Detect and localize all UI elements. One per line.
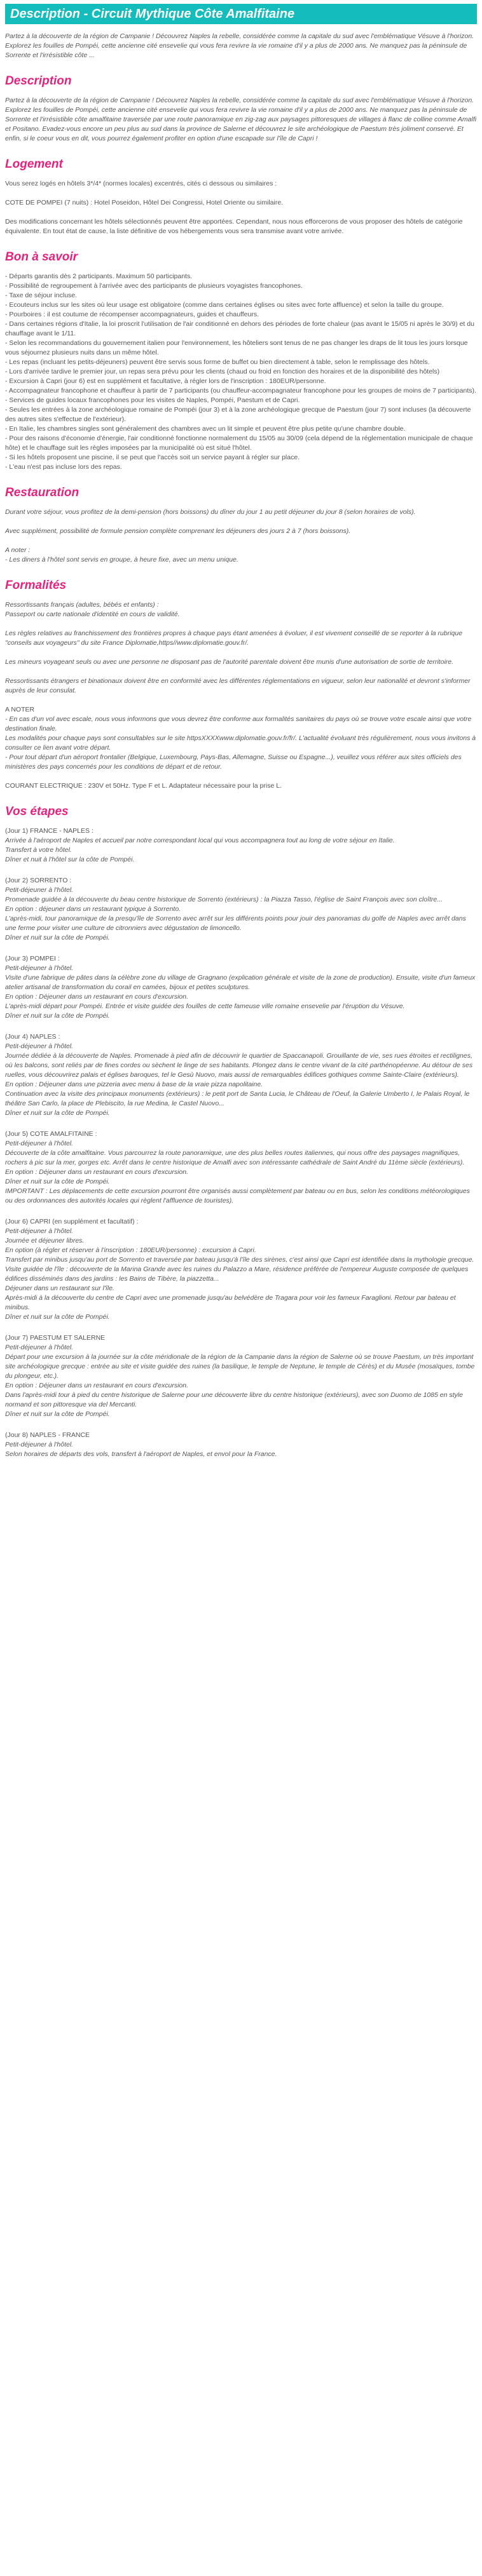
formalites-section: [5, 579, 477, 791]
bon-savoir-item: - Pour des raisons d'économie d'énergie, l'air conditionné fonctionne normalement du 15/05 au 30/09 (cela dépend de la réglementation municipale de chaque hôte) et le chauffage suit les règles imposées par la municipalité où est situé l'hôtel.: [5, 435, 473, 452]
etape-line: Dîner et nuit sur la côte de Pompéi.: [5, 1178, 110, 1185]
bon-savoir-item: - Ecouteurs inclus sur les sites où leur usage est obligatoire (comme dans certaines églises ou sites avec forte affluence) et selon la taille du groupe.: [5, 301, 444, 309]
etape-line: Dîner et nuit sur la côte de Pompéi.: [5, 1313, 110, 1321]
etape-line: Petit-déjeuner à l'hôtel.: [5, 1042, 74, 1050]
etape-item: [5, 954, 477, 1021]
etape-line: En option : Déjeuner dans un restaurant en cours d'excursion.: [5, 1168, 189, 1176]
formalites-heading: Formalités: [5, 579, 67, 592]
etape-line: En option : déjeuner dans un restaurant typique à Sorrento.: [5, 905, 181, 913]
etape-line: Journée dédiée à la découverte de Naples. Promenade à pied afin de découvrir le quartier de Spaccanapoli. Grouillante de vie, ses rues étroites et rectilignes, où les balcons, sont reliés par de fines cordes ou sèchent le linge de ses habitants. Plongez dans le centre vivant de la cité parthénopéenne. Au détour de ses ruelles, vous découvrirez palais et églises baroques, tel le Gesù Nuovo, mais aussi de remarquables édifices gothiques comme Sainte-Claire (extérieurs).: [5, 1052, 473, 1079]
description-section: [5, 74, 477, 144]
etape-line: Visite d'une fabrique de pâtes dans la célèbre zone du village de Gragnano (explication générale et visite de la zone de production). Ensuite, visite d'un fameux atelier artisanal de transformation du corail en camées, bijoux et petites sculptures.: [5, 974, 476, 991]
etape-line: Dîner et nuit sur la côte de Pompéi.: [5, 1410, 110, 1418]
etape-item: [5, 876, 477, 943]
etape-title: (Jour 8) NAPLES - FRANCE: [5, 1431, 90, 1439]
etape-item: [5, 1130, 477, 1206]
bon-savoir-list: [5, 272, 477, 472]
formalites-courant: COURANT ELECTRIQUE : 230V et 50Hz. Type F et L. Adaptateur nécessaire pour la prise L.: [5, 782, 282, 790]
bon-savoir-item: - Seules les entrées à la zone archéologique romaine de Pompéi (jour 3) et à la zone archéologique grecque de Paestum (jour 7) sont incluses (la découverte des autres sites s'effectue de l'extérieur).: [5, 406, 471, 423]
bon-savoir-item: - En Italie, les chambres singles sont généralement des chambres avec un lit simple et peuvent être plus petite qu'une chambre double.: [5, 425, 406, 433]
formalites-mineurs: Les mineurs voyageant seuls ou avec une personne ne disposant pas de l'autorité parentale doivent être munis d'une autorisation de sortie de territoire.: [5, 658, 454, 666]
page-title: Description - Circuit Mythique Côte Amalfitaine: [5, 4, 477, 24]
formalites-aeroport: - Pour tout départ d'un aéroport frontalier (Belgique, Luxembourg, Pays-Bas, Allemagne, Suisse ou Espagne...), veuillez vous référer aux sites officiels des ministères des pays concernés pour les conditions de départ et de retour.: [5, 753, 462, 771]
intro-text: Partez à la découverte de la région de Campanie ! Découvrez Naples la rebelle, considérée comme la capitale du sud avec l'emblématique Vésuve à l'horizon. Explorez les fouilles de Pompéi, cette ancienne cité ensevelie qui vous fera revivre la vie romaine d'il y a plus de 2000 ans. Ne manquez pas la péninsule de Sorrente et l'irrésistible côte ...: [5, 32, 474, 59]
etape-line: Transfert par minibus jusqu'au port de Sorrento et traversée par bateau jusqu'à l'île des sirènes, c'est ainsi que Capri est identifiée dans la mythologie grecque. Visite guidée de l'île : découverte de la Marina Grande avec les ruines du Palazzo a Mare, résidence préférée de l'empereur Auguste composée de quelques édifices disséminés dans des jardins : les Bains de Tibère, la piazzetta...: [5, 1256, 474, 1283]
bon-savoir-item: - Départs garantis dès 2 participants. Maximum 50 participants.: [5, 273, 193, 280]
etape-line: En option : Déjeuner dans un restaurant en cours d'excursion.: [5, 993, 189, 1001]
etape-line: Arrivée à l'aéroport de Naples et accueil par notre correspondant local qui vous accompagnera tout au long de votre séjour en Italie.: [5, 837, 395, 844]
etape-line: Continuation avec la visite des principaux monuments (extérieurs) : le petit port de Santa Lucia, le Château de l'Oeuf, la Galerie Umberto I, le Palais Royal, le théâtre San Carlo, la place de Plebiscito, la rue Medina, le Castel Nuovo...: [5, 1090, 470, 1107]
etape-line: Départ pour une excursion à la journée sur la côte méridionale de la région de la Campanie dans la région de Salerne où se trouve Paestum, un très important site archéologique grecque : entrée au site et visite guidée des ruines (la basilique, le temple de Neptune, le temple de Cérès) et du Musée (mosaïques, tombe du plongeur, etc.).: [5, 1353, 475, 1380]
restauration-note-title: A noter :: [5, 546, 31, 554]
etape-line: Journée et déjeuner libres.: [5, 1237, 85, 1244]
bon-savoir-item: - Dans certaines régions d'Italie, la loi proscrit l'utilisation de l'air conditionné en dehors des périodes de forte chaleur (pas avant le 15/05 ni après le 30/9) et du chauffage avant le 1/11.: [5, 320, 474, 337]
bon-savoir-item: - Pourboires : il est coutume de récompenser accompagnateurs, guides et chauffeurs.: [5, 311, 259, 318]
restauration-text: Durant votre séjour, vous profitez de la demi-pension (hors boissons) du dîner du jour 1 au petit déjeuner du jour 8 (selon horaires de vols).: [5, 508, 416, 516]
etape-title: (Jour 3) POMPEI :: [5, 955, 60, 962]
etape-line: Petit-déjeuner à l'hôtel.: [5, 1441, 74, 1448]
etape-line: Petit-déjeuner à l'hôtel.: [5, 1227, 74, 1235]
etape-line: Promenade guidée à la découverte du beau centre historique de Sorrento (extérieurs) : la Piazza Tasso, l'église de Saint François avec son cloître...: [5, 896, 443, 903]
etape-item: [5, 1333, 477, 1419]
etape-title: (Jour 1) FRANCE - NAPLES :: [5, 827, 93, 835]
etape-title: (Jour 6) CAPRI (en supplément et facultatif) :: [5, 1218, 139, 1225]
bon-savoir-item: - Selon les recommandations du gouvernement italien pour l'environnement, les hôteliers sont tenus de ne pas changer les draps de lit tous les jours lorsque vous séjournez plusieurs nuits dans un même hôtel.: [5, 339, 468, 356]
etape-line: L'après-midi départ pour Pompéi. Entrée et visite guidée des fouilles de cette fameuse ville romaine ensevelie par l'éruption du Vésuve.: [5, 1002, 405, 1010]
description-text: Partez à la découverte de la région de Campanie ! Découvrez Naples la rebelle, considérée comme la capitale du sud avec l'emblématique Vésuve à l'horizon. Explorez les fouilles de Pompéi, cette ancienne cité ensevelie qui vous fera revivre la vie romaine d'il y a plus de 2000 ans. Ne manquez pas la péninsule de Sorrente et l'irrésistible côte amalfitaine traversée par une route panoramique en zig-zag aux paysages pittoresques de villages à flanc de colline comme Amalfi et Positano. Evadez-vous encore un peu plus au sud dans la province de Salerne et découvrez le site archéologique de Paestum très joliment conservé. Et enfin, si le coeur vous en dit, vous pourrez également profiter en option d'une escapade sur l'île de Capri !: [5, 97, 477, 142]
description-heading: Description: [5, 74, 72, 88]
etape-item: [5, 826, 477, 865]
logement-heading: Logement: [5, 158, 63, 171]
bon-savoir-item: - Services de guides locaux francophones pour les visites de Naples, Pompéi, Paestum et de Capri.: [5, 396, 300, 404]
bon-savoir-heading: Bon à savoir: [5, 250, 78, 264]
etape-line: Selon horaires de départs des vols, transfert à l'aéroport de Naples, et envol pour la France.: [5, 1450, 277, 1458]
etape-line: En option : Déjeuner dans un restaurant en cours d'excursion.: [5, 1382, 189, 1389]
formalites-etrangers: Ressortissants étrangers et binationaux doivent être en conformité avec les différentes réglementations en vigueur, selon leur nationalité et devront s'informer auprès de leur consulat.: [5, 677, 471, 694]
etapes-list: [5, 826, 477, 1459]
formalites-regles: Les règles relatives au franchissement des frontières propres à chaque pays étant amenées à évoluer, il est vivement conseillé de se reporter à la rubrique "conseils aux voyageurs" du site France Diplomatie,https//www.diplomatie.gouv.fr/.: [5, 630, 463, 647]
etape-title: (Jour 2) SORRENTO :: [5, 877, 72, 884]
etape-line: Dîner et nuit à l'hôtel sur la côte de Pompéi.: [5, 856, 135, 863]
bon-savoir-item: - Accompagnateur francophone et chauffeur à partir de 7 participants (ou chauffeur-accompagnateur francophone pour les groupes de moins de 7 participants).: [5, 387, 476, 394]
etape-line: Petit-déjeuner à l'hôtel.: [5, 964, 74, 972]
etape-item: [5, 1217, 477, 1322]
bon-savoir-item: - L'eau n'est pas incluse lors des repas.: [5, 463, 122, 471]
restauration-supplement: Avec supplément, possibilité de formule pension complète comprenant les déjeuners des jours 2 à 7 (hors boissons).: [5, 527, 351, 535]
etape-line: Après-midi à la découverte du centre de Capri avec une promenade jusqu'au belvédère de Tragara pour voir les fameux Faraglioni. Retour par bateau et minibus.: [5, 1294, 456, 1311]
etape-line: Transfert à votre hôtel.: [5, 846, 72, 854]
etape-line: Dîner et nuit sur la côte de Pompéi.: [5, 1109, 110, 1117]
restauration-heading: Restauration: [5, 486, 79, 499]
logement-intro: Vous serez logés en hôtels 3*/4* (normes locales) excentrés, cités ci dessous ou similaires :: [5, 180, 277, 187]
etape-title: (Jour 4) NAPLES :: [5, 1033, 60, 1041]
etape-line: Dîner et nuit sur la côte de Pompéi.: [5, 1012, 110, 1020]
etape-line: Petit-déjeuner à l'hôtel.: [5, 886, 74, 894]
etape-title: (Jour 7) PAESTUM ET SALERNE: [5, 1334, 106, 1342]
bon-savoir-item: - Si les hôtels proposent une piscine, il se peut que l'accès soit un service payant à régler sur place.: [5, 454, 300, 461]
bon-savoir-item: - Les repas (incluant les petits-déjeuners) peuvent être servis sous forme de buffet ou bien directement à table, selon le remplissage des hôtels.: [5, 358, 430, 366]
etape-line: Dans l'après-midi tour à pied du centre historique de Salerne pour une découverte libre du centre historique (extérieurs), avec son Duomo de 1085 en style normand et son pittoresque via del Mercanti.: [5, 1391, 463, 1408]
etape-item: [5, 1431, 477, 1459]
etape-item: [5, 1032, 477, 1118]
bon-savoir-item: - Possibilité de regroupement à l'arrivée avec des participants de plusieurs voyagistes francophones.: [5, 282, 303, 290]
etape-line: L'après-midi, tour panoramique de la presqu'île de Sorrento avec arrêt sur les différents points pour jouir des panoramas du golfe de Naples avec arrêt dans une ferme pour visiter une culture de citronniers avec dégustation de limoncello.: [5, 915, 466, 932]
etape-line: En option : Déjeuner dans une pizzeria avec menu à base de la vraie pizza napolitaine.: [5, 1081, 263, 1088]
etape-line: Dîner et nuit sur la côte de Pompéi.: [5, 934, 110, 941]
formalites-ressortissants: Ressortissants français (adultes, bébés et enfants) :: [5, 601, 159, 609]
logement-note: Des modifications concernant les hôtels sélectionnés peuvent être apportées. Cependant, nous nous efforcerons de vous proposer des hôtels de catégorie équivalente. En tout état de cause, la liste définitive de vos hébergements vous sera transmise avant votre arrivée.: [5, 218, 463, 235]
etape-line: En option (à régler et réserver à l'inscription : 180EUR/personne) : excursion à Capri.: [5, 1246, 256, 1254]
formalites-escale: - En cas d'un vol avec escale, nous vous informons que vous devrez être conforme aux formalités sanitaires du pays où se trouve votre escale ainsi que votre destination finale.: [5, 715, 472, 732]
etape-line: Déjeuner dans un restaurant sur l'île.: [5, 1285, 114, 1292]
etape-line: Découverte de la côte amalfitaine. Vous parcourrez la route panoramique, une des plus belles routes italiennes, qui nous offre des paysages magnifiques, rochers à pic sur la mer, gorges etc. Arrêt dans le centre historique de Amalfi avec son intéressante cathédrale de Saint André du 11ème siècle (extérieurs).: [5, 1149, 465, 1166]
etape-line: Petit-déjeuner à l'hôtel.: [5, 1140, 74, 1147]
formalites-a-noter: A NOTER: [5, 706, 35, 713]
bon-savoir-item: - Excursion à Capri (jour 6) est en supplément et facultative, à régler lors de l'inscription : 180EUR/personne.: [5, 377, 326, 385]
restauration-section: [5, 486, 477, 565]
formalites-modalites: Les modalités pour chaque pays sont consultables sur le site httpsXXXXwww.diplomatie.gouv.fr/fr/. L'actualité évoluant très régulièrement, nous vous invitons à consulter ce lien avant votre départ.: [5, 734, 476, 752]
etape-title: (Jour 5) COTE AMALFITAINE :: [5, 1130, 97, 1138]
formalites-documents: Passeport ou carte nationale d'identité en cours de validité.: [5, 610, 180, 618]
logement-hotels: COTE DE POMPEI (7 nuits) : Hotel Poseidon, Hôtel Dei Congressi, Hotel Oriente ou similaire.: [5, 199, 284, 206]
etapes-heading: Vos étapes: [5, 805, 69, 818]
logement-section: [5, 158, 477, 236]
etape-line: Petit-déjeuner à l'hôtel.: [5, 1344, 74, 1351]
bon-savoir-item: - Taxe de séjour incluse.: [5, 292, 78, 299]
etapes-section: [5, 805, 477, 1459]
etape-line: IMPORTANT : Les déplacements de cette excursion pourront être organisés aussi complètement par bateau ou en bus, selon les conditions météorologiques ou des ordonnances des autorités locales qui règlent l'affluence de touristes).: [5, 1187, 470, 1204]
bon-savoir-item: - Lors d'arrivée tardive le premier jour, un repas sera prévu pour les clients (chaud ou froid en fonction des horaires et de la disponibilité des hôtels): [5, 368, 440, 375]
restauration-note-text: - Les diners à l'hôtel sont servis en groupe, à heure fixe, avec un menu unique.: [5, 556, 238, 563]
bon-savoir-section: [5, 250, 477, 472]
